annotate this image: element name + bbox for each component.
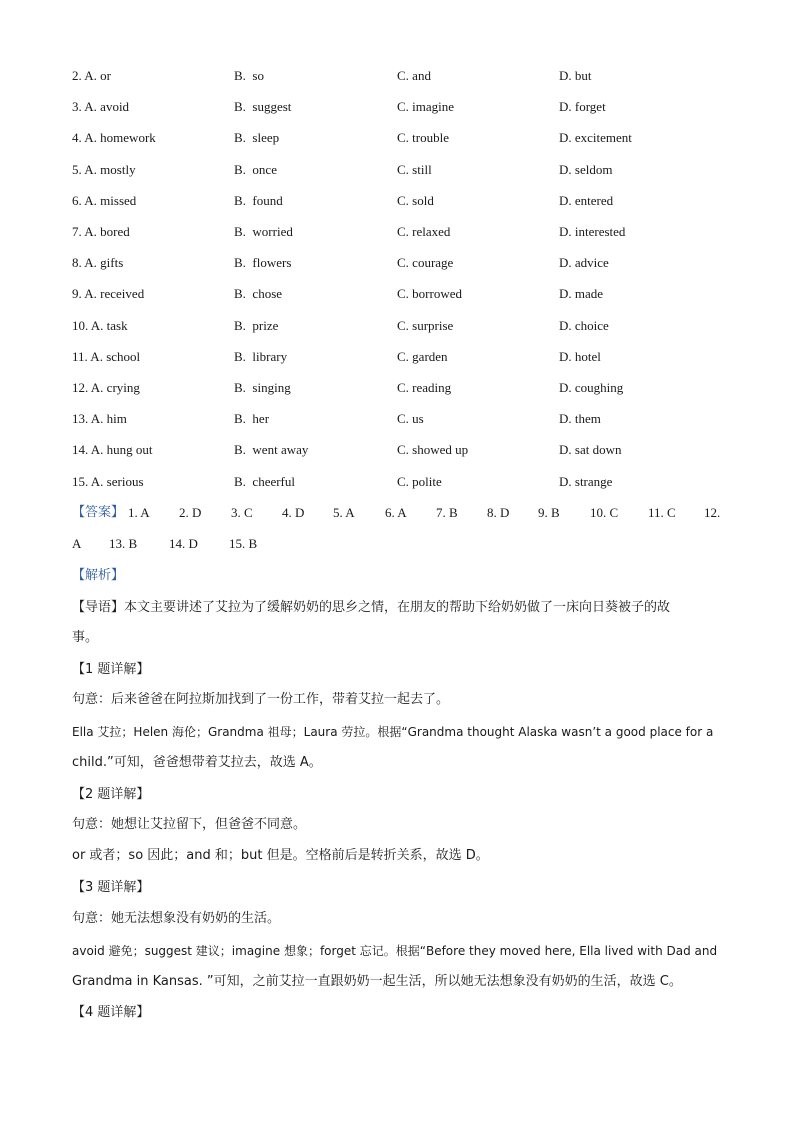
option-c: C. reading <box>397 380 452 395</box>
guide-line-2: 事。 <box>72 630 99 645</box>
option-b: B. suggest <box>234 99 292 114</box>
question-row <box>0 66 794 86</box>
option-b: B. chose <box>234 286 283 301</box>
option-a: 9. A. received <box>72 286 145 301</box>
q2-heading: 【2 题详解】 <box>72 787 150 802</box>
option-a: 3. A. avoid <box>72 99 130 114</box>
question-row <box>0 97 794 117</box>
question-row <box>0 128 794 148</box>
option-a: 6. A. missed <box>72 193 137 208</box>
question-row <box>0 316 794 336</box>
guide-text-1: 本文主要讲述了艾拉为了缓解奶奶的思乡之情，在朋友的帮助下给奶奶做了一床向日葵被子的故 <box>124 600 671 615</box>
question-row <box>0 378 794 398</box>
answer-item: 5. A <box>333 505 355 520</box>
answer-item: 9. B <box>538 505 560 520</box>
q1-heading: 【1 题详解】 <box>72 662 150 677</box>
option-c: C. imagine <box>397 99 455 114</box>
option-b: B. singing <box>234 380 291 395</box>
option-a: 4. A. homework <box>72 130 156 145</box>
guide-line-1 <box>72 598 670 618</box>
option-c: C. and <box>397 68 431 83</box>
option-c: C. still <box>397 162 432 177</box>
option-b: B. cheerful <box>234 474 296 489</box>
question-row <box>0 253 794 273</box>
option-a: 7. A. bored <box>72 224 130 239</box>
answer-item: 10. C <box>590 505 619 520</box>
answer-item: 3. C <box>231 505 253 520</box>
option-b: B. so <box>234 68 264 83</box>
option-c: C. us <box>397 411 424 426</box>
option-a: 15. A. serious <box>72 474 144 489</box>
option-d: D. coughing <box>559 380 624 395</box>
answer-item: 4. D <box>282 505 305 520</box>
answer-item: 6. A <box>385 505 407 520</box>
answer-row-2 <box>0 534 794 554</box>
option-d: D. advice <box>559 255 609 270</box>
option-a: 5. A. mostly <box>72 162 136 177</box>
q3-line-2: Grandma in Kansas. ”可知，之前艾拉一直跟奶奶一起生活，所以她无法想象没有奶奶的生活，故选 C。 <box>72 974 682 989</box>
option-b: B. found <box>234 193 283 208</box>
question-row <box>0 191 794 211</box>
q4-heading: 【4 题详解】 <box>72 1005 150 1020</box>
q1-line-1: Ella 艾拉；Helen 海伦；Grandma 祖母；Laura 劳拉。根据“Grandma thought Alaska wasn’t a good place for a <box>72 725 714 739</box>
option-a: 8. A. gifts <box>72 255 124 270</box>
option-a: 13. A. him <box>72 411 127 426</box>
option-a: 12. A. crying <box>72 380 140 395</box>
option-c: C. trouble <box>397 130 449 145</box>
q3-heading: 【3 题详解】 <box>72 880 150 895</box>
answer-item: 15. B <box>229 536 258 551</box>
answer-item: 2. D <box>179 505 202 520</box>
option-b: B. sleep <box>234 130 280 145</box>
option-b: B. once <box>234 162 277 177</box>
option-d: D. sat down <box>559 442 622 457</box>
answer-item: 14. D <box>169 536 198 551</box>
option-c: C. borrowed <box>397 286 462 301</box>
question-row <box>0 409 794 429</box>
option-d: D. made <box>559 286 604 301</box>
answer-label: 【答案】 <box>72 505 125 520</box>
option-b: B. went away <box>234 442 309 457</box>
question-row <box>0 440 794 460</box>
option-c: C. sold <box>397 193 434 208</box>
q2-meaning: 句意：她想让艾拉留下，但爸爸不同意。 <box>72 817 307 832</box>
option-d: D. strange <box>559 474 613 489</box>
option-c: C. surprise <box>397 318 454 333</box>
question-row <box>0 222 794 242</box>
guide-label: 【导语】 <box>72 600 125 615</box>
option-d: D. hotel <box>559 349 601 364</box>
option-b: B. prize <box>234 318 279 333</box>
option-d: D. interested <box>559 224 626 239</box>
option-c: C. garden <box>397 349 448 364</box>
question-row <box>0 160 794 180</box>
q3-meaning: 句意：她无法想象没有奶奶的生活。 <box>72 911 281 926</box>
option-c: C. polite <box>397 474 442 489</box>
option-b: B. worried <box>234 224 293 239</box>
option-d: D. entered <box>559 193 614 208</box>
option-b: B. flowers <box>234 255 292 270</box>
option-d: D. seldom <box>559 162 613 177</box>
answer-item: 7. B <box>436 505 458 520</box>
option-b: B. library <box>234 349 288 364</box>
analysis-label: 【解析】 <box>72 568 125 583</box>
answer-item: 11. C <box>648 505 676 520</box>
answer-item: 8. D <box>487 505 510 520</box>
q3-line-1: avoid 避免；suggest 建议；imagine 想象；forget 忘记。根据“Before they moved here, Ella lived with Dad and <box>72 944 718 958</box>
answer-item: 12. <box>704 505 721 520</box>
option-d: D. excitement <box>559 130 632 145</box>
q2-line-1: or 或者；so 因此；and 和；but 但是。空格前后是转折关系，故选 D。 <box>72 848 489 863</box>
option-b: B. her <box>234 411 270 426</box>
answer-item: A <box>72 536 82 551</box>
option-d: D. choice <box>559 318 609 333</box>
question-row <box>0 472 794 492</box>
answer-item: 13. B <box>109 536 138 551</box>
option-a: 11. A. school <box>72 349 141 364</box>
option-d: D. but <box>559 68 592 83</box>
option-d: D. them <box>559 411 601 426</box>
q1-meaning: 句意：后来爸爸在阿拉斯加找到了一份工作，带着艾拉一起去了。 <box>72 692 450 707</box>
answer-item: 1. A <box>128 505 150 520</box>
option-a: 14. A. hung out <box>72 442 153 457</box>
question-row <box>0 284 794 304</box>
option-c: C. courage <box>397 255 454 270</box>
option-c: C. showed up <box>397 442 469 457</box>
option-a: 2. A. or <box>72 68 111 83</box>
option-d: D. forget <box>559 99 606 114</box>
option-a: 10. A. task <box>72 318 128 333</box>
question-row <box>0 347 794 367</box>
option-c: C. relaxed <box>397 224 451 239</box>
q1-line-2: child.”可知，爸爸想带着艾拉去，故选 A。 <box>72 755 322 770</box>
answer-row-1 <box>0 503 794 523</box>
